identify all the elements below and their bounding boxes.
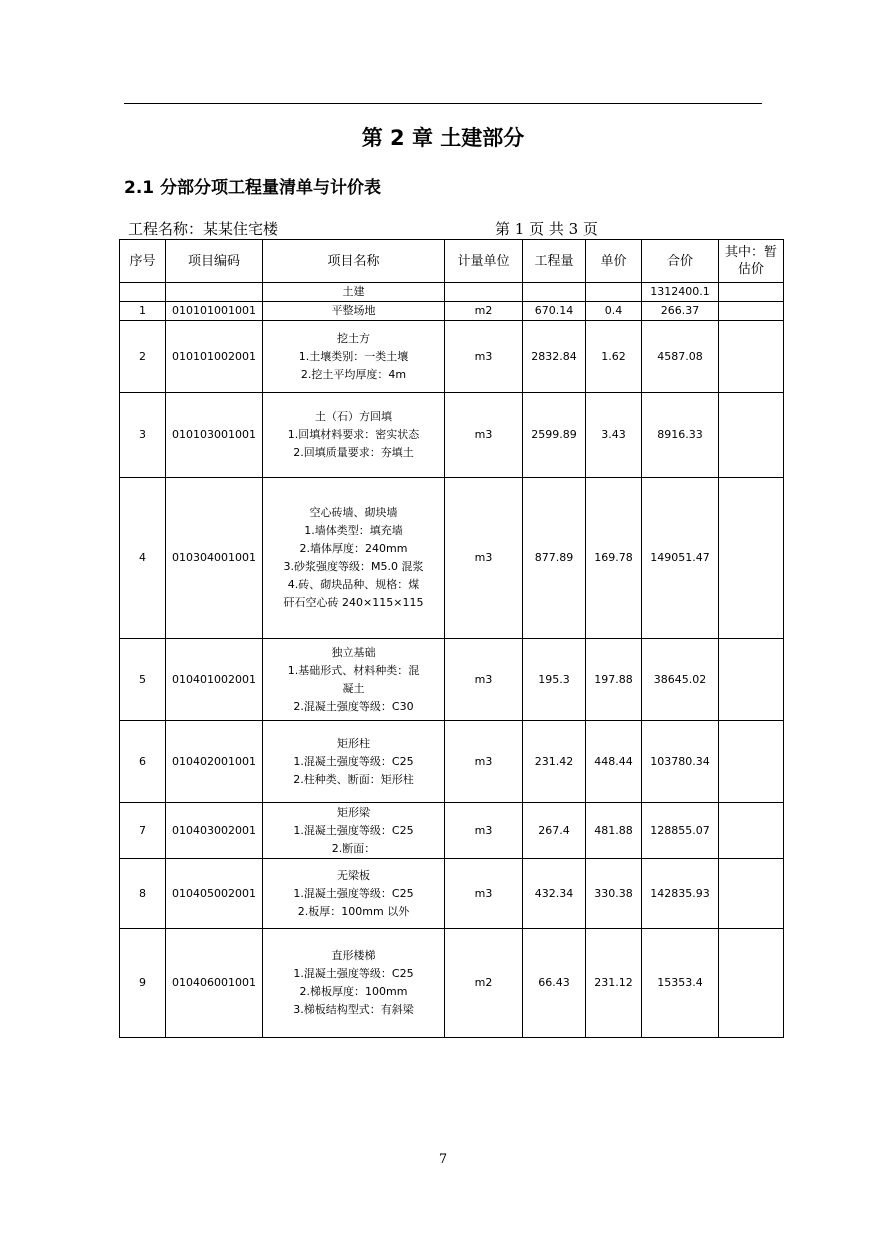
item-unit: m3 — [445, 321, 523, 393]
table-row — [120, 639, 784, 721]
item-provisional — [719, 859, 784, 929]
item-name — [263, 929, 445, 1038]
item-name-line: 2.柱种类、断面：矩形柱 — [293, 772, 414, 786]
item-number: 8 — [120, 859, 166, 929]
item-number: 6 — [120, 721, 166, 803]
item-total: 15353.4 — [642, 929, 719, 1038]
cell — [120, 283, 166, 302]
table-row — [120, 929, 784, 1038]
item-name-line: 2.墙体厚度：240mm — [299, 542, 408, 555]
subtotal-name: 土建 — [263, 283, 445, 302]
chapter-title: 第 2 章 土建部分 — [361, 126, 525, 150]
header-cell: 单价 — [586, 240, 642, 283]
item-provisional — [719, 803, 784, 859]
item-quantity: 66.43 — [523, 929, 586, 1038]
item-name — [263, 478, 445, 639]
item-name-line: 直形楼梯 — [331, 949, 376, 962]
item-name-line: 平整场地 — [331, 304, 376, 317]
cell — [523, 283, 586, 302]
item-code: 010406001001 — [166, 929, 263, 1038]
item-total: 266.37 — [642, 302, 719, 321]
item-name-line: 3.砂浆强度等级：M5.0 混浆 — [283, 560, 424, 573]
cell — [445, 283, 523, 302]
header-rule — [124, 103, 762, 104]
item-name-line: 2.回填质量要求：夯填土 — [293, 446, 414, 459]
item-total: 142835.93 — [642, 859, 719, 929]
table-row — [120, 803, 784, 859]
item-name-line: 无梁板 — [337, 868, 370, 882]
item-provisional — [719, 478, 784, 639]
item-name-line: 2.梯板厚度：100mm — [299, 985, 408, 998]
item-name-line: 1.土壤类别：一类土壤 — [298, 349, 409, 363]
cell — [719, 283, 784, 302]
item-quantity: 267.4 — [523, 803, 586, 859]
item-provisional — [719, 639, 784, 721]
item-quantity: 231.42 — [523, 721, 586, 803]
item-quantity: 2599.89 — [523, 393, 586, 478]
header-cell: 计量单位 — [445, 240, 523, 283]
cell — [586, 283, 642, 302]
item-total: 8916.33 — [642, 393, 719, 478]
item-name — [263, 393, 445, 478]
item-name — [263, 721, 445, 803]
table-row — [120, 721, 784, 803]
item-name-line: 凝土 — [342, 681, 365, 695]
item-number: 5 — [120, 639, 166, 721]
item-name-line: 2.混凝土强度等级：C30 — [293, 699, 414, 713]
item-name-line: 4.砖、砌块品种、规格：煤 — [287, 578, 420, 591]
item-name-line: 1.混凝土强度等级：C25 — [293, 823, 414, 837]
item-total: 128855.07 — [642, 803, 719, 859]
item-name-line: 1.墙体类型：填充墙 — [304, 524, 403, 537]
item-unit: m2 — [445, 302, 523, 321]
item-code: 010405002001 — [166, 859, 263, 929]
item-unit-price: 1.62 — [586, 321, 642, 393]
item-total: 38645.02 — [642, 639, 719, 721]
item-name-line: 土（石）方回填 — [315, 410, 392, 423]
cell — [166, 283, 263, 302]
project-name-label: 工程名称：某某住宅楼 — [128, 220, 279, 238]
item-provisional — [719, 321, 784, 393]
item-name-line: 矩形梁 — [337, 805, 370, 819]
bill-of-quantities-table — [119, 239, 784, 1038]
table-header-row — [120, 240, 784, 283]
item-name-line: 矩形柱 — [337, 736, 370, 750]
table-row — [120, 393, 784, 478]
item-unit-price: 169.78 — [586, 478, 642, 639]
section-title: 2.1 分部分项工程量清单与计价表 — [124, 178, 382, 198]
item-unit-price: 448.44 — [586, 721, 642, 803]
table-row — [120, 302, 784, 321]
item-name-line: 3.梯板结构型式：有斜梁 — [293, 1003, 414, 1016]
item-total: 4587.08 — [642, 321, 719, 393]
item-name-line: 1.混凝土强度等级：C25 — [293, 967, 414, 980]
item-number: 4 — [120, 478, 166, 639]
item-unit: m3 — [445, 393, 523, 478]
item-provisional — [719, 302, 784, 321]
item-name — [263, 321, 445, 393]
item-name-line: 1.混凝土强度等级：C25 — [293, 754, 414, 768]
item-code: 010304001001 — [166, 478, 263, 639]
item-unit-price: 0.4 — [586, 302, 642, 321]
subtotal-row — [120, 283, 784, 302]
header-cell: 序号 — [120, 240, 166, 283]
item-number: 9 — [120, 929, 166, 1038]
item-number: 7 — [120, 803, 166, 859]
item-name-line: 1.混凝土强度等级：C25 — [293, 886, 414, 900]
item-code: 010101002001 — [166, 321, 263, 393]
item-unit: m2 — [445, 929, 523, 1038]
table-row — [120, 478, 784, 639]
header-cell: 其中：暂估价 — [719, 240, 784, 283]
item-number: 2 — [120, 321, 166, 393]
page-number: 7 — [438, 1152, 448, 1167]
item-name — [263, 859, 445, 929]
item-number: 3 — [120, 393, 166, 478]
table-row — [120, 859, 784, 929]
item-unit: m3 — [445, 639, 523, 721]
item-name-line: 独立基础 — [331, 645, 376, 659]
item-name-line: 1.基础形式、材料种类：混 — [287, 663, 420, 677]
item-quantity: 877.89 — [523, 478, 586, 639]
item-name-line: 2.挖土平均厚度：4m — [300, 367, 407, 381]
item-name-line: 挖土方 — [337, 331, 370, 345]
item-code: 010403002001 — [166, 803, 263, 859]
item-unit: m3 — [445, 478, 523, 639]
header-cell: 合价 — [642, 240, 719, 283]
header-cell: 项目编码 — [166, 240, 263, 283]
item-total: 149051.47 — [642, 478, 719, 639]
item-unit: m3 — [445, 721, 523, 803]
item-name-line: 2.断面： — [331, 841, 376, 855]
item-code: 010402001001 — [166, 721, 263, 803]
item-name-line: 空心砖墙、砌块墙 — [309, 506, 398, 519]
item-name-line: 2.板厚：100mm 以外 — [297, 904, 410, 918]
item-quantity: 195.3 — [523, 639, 586, 721]
item-unit-price: 3.43 — [586, 393, 642, 478]
item-unit-price: 231.12 — [586, 929, 642, 1038]
header-cell: 项目名称 — [263, 240, 445, 283]
item-total: 103780.34 — [642, 721, 719, 803]
item-number: 1 — [120, 302, 166, 321]
item-name-line: 矸石空心砖 240×115×115 — [283, 596, 424, 609]
item-quantity: 670.14 — [523, 302, 586, 321]
item-unit-price: 197.88 — [586, 639, 642, 721]
item-code: 010401002001 — [166, 639, 263, 721]
item-quantity: 2832.84 — [523, 321, 586, 393]
item-name — [263, 803, 445, 859]
item-name — [263, 639, 445, 721]
item-provisional — [719, 721, 784, 803]
item-name — [263, 302, 445, 321]
item-code: 010103001001 — [166, 393, 263, 478]
subtotal-total: 1312400.1 — [642, 283, 719, 302]
item-unit-price: 481.88 — [586, 803, 642, 859]
item-unit-price: 330.38 — [586, 859, 642, 929]
item-quantity: 432.34 — [523, 859, 586, 929]
page-info: 第 1 页 共 3 页 — [495, 220, 598, 238]
item-unit: m3 — [445, 859, 523, 929]
item-code: 010101001001 — [166, 302, 263, 321]
item-provisional — [719, 393, 784, 478]
header-cell: 工程量 — [523, 240, 586, 283]
item-name-line: 1.回填材料要求：密实状态 — [287, 428, 420, 441]
item-provisional — [719, 929, 784, 1038]
item-unit: m3 — [445, 803, 523, 859]
table-row — [120, 321, 784, 393]
